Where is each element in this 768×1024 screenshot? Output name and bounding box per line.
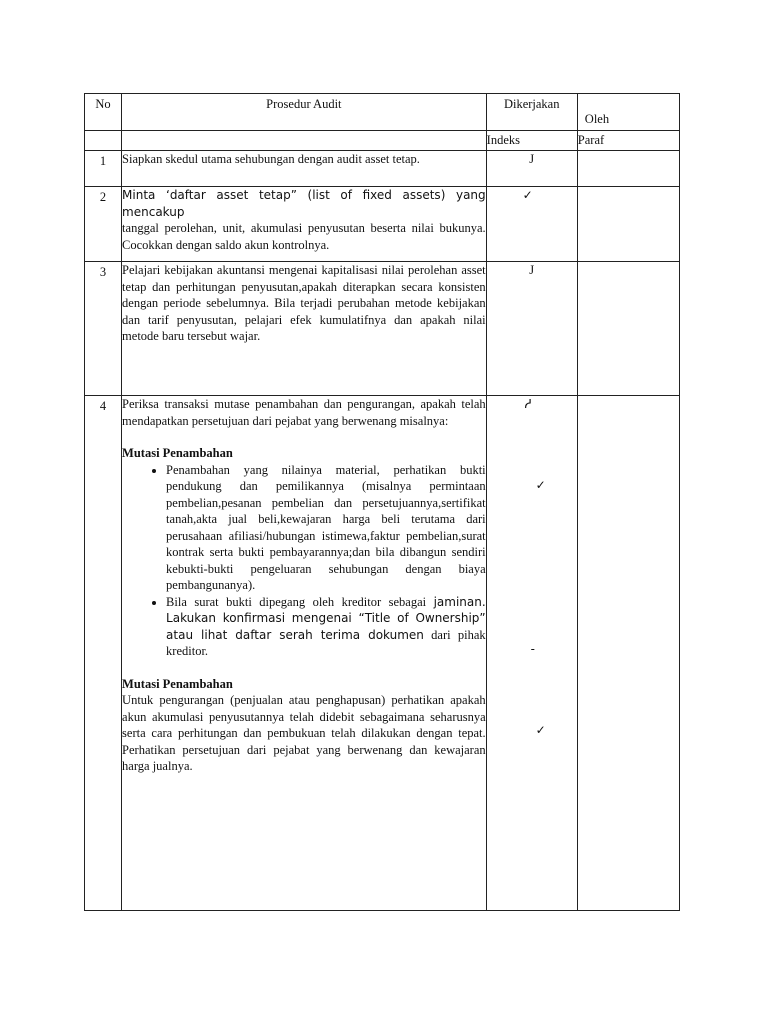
header-oleh: Oleh (577, 94, 679, 131)
header-indeks: Indeks (486, 131, 577, 151)
procedure-text: Siapkan skedul utama sehubungan dengan audit asset tetap. (122, 151, 487, 187)
table-row (85, 262, 680, 396)
row-number: 4 (85, 396, 122, 911)
row-number: 1 (85, 151, 122, 187)
row-number: 2 (85, 187, 122, 262)
header-procedure: Prosedur Audit (122, 94, 487, 131)
check-icon: ✓ (486, 187, 577, 262)
table-row (85, 187, 680, 262)
paraf-cell (577, 262, 679, 396)
subheader-row (85, 131, 680, 151)
dash-mark: - (530, 642, 535, 656)
index-mark: J (486, 262, 577, 396)
paraf-cell (577, 396, 679, 911)
bullet-list (122, 462, 486, 660)
table-row (85, 396, 680, 911)
index-cell (486, 396, 577, 911)
table-row (85, 151, 680, 187)
paraf-cell (577, 187, 679, 262)
procedure-intro: Periksa transaksi mutase penambahan dan pengurangan, apakah telah mendapatkan persetujuan dari pejabat yang berwenang misalnya: (122, 397, 486, 428)
section-text: Untuk pengurangan (penjualan atau penghapusan) perhatikan apakah akun akumulasi penyusutannya telah didebit sebagaimana seharusnya serta cara perhitungan dan pembukuan telah dilakukan dengan tepat. Perhatikan persetujuan dari pejabat yang berwenang dan kewajaran harga jualnya. (122, 693, 486, 773)
row-number: 3 (85, 262, 122, 396)
check-icon: ✓ (535, 478, 546, 492)
section-heading: Mutasi Penambahan (122, 676, 233, 691)
header-dikerjakan: Dikerjakan (486, 94, 577, 131)
list-item: • Penambahan yang nilainya material, perhatikan bukti pendukung dan pemilikannya (misalnya permintaan pembelian,pesanan pembelian dan persetujuannya,sertifikat tanah,akta jual beli,kewajaran harga beli terutama dari perusahaan afiliasi/hubungan istimewa,faktur pembelian,surat kontrak serta bukti pembayarannya;dan bila dibangun sendiri kebukti-bukti pengeluaran sehubungan dengan biaya pembangunanya). (166, 462, 486, 594)
procedure-text: Pelajari kebijakan akuntansi mengenai kapitalisasi nilai perolehan asset tetap dan perhitungan penyusutan,apakah diterapkan secara konsisten dengan periode sebelumnya. Bila terjadi perubahan metode kebijakan dan tarif penyusutan, pelajari efek kumulatifnya dan apakah nilai metode baru tersebut wajar. (122, 262, 487, 396)
header-row (85, 94, 680, 131)
index-mark: ᓱ (524, 397, 532, 411)
check-icon: ✓ (535, 723, 546, 737)
subheader-empty-no (85, 131, 122, 151)
procedure-text-rest: tanggal perolehan, unit, akumulasi penyusutan beserta nilai bukunya. Cocokkan dengan saldo akun kontrolnya. (122, 221, 486, 252)
list-item (166, 594, 486, 660)
header-no: No (85, 94, 122, 131)
procedure-text (122, 396, 487, 911)
procedure-text-line: Minta ‘daftar asset tetap” (list of fixed assets) yang mencakup (122, 188, 486, 219)
audit-procedure-table (84, 93, 680, 911)
list-item-text: dari pihak kreditor. (166, 627, 486, 658)
section-heading: Mutasi Penambahan (122, 446, 233, 460)
index-mark: J (486, 151, 577, 187)
list-item-text: Bila surat bukti dipegang oleh kreditor sebagai (166, 594, 427, 609)
paraf-cell (577, 151, 679, 187)
procedure-text (122, 187, 487, 262)
header-paraf: Paraf (577, 131, 679, 151)
subheader-empty-procedure (122, 131, 487, 151)
list-item-text: jaminan. Lakukan konfirmasi mengenai “Title of Ownership” atau lihat daftar serah terima dokumen (166, 594, 486, 642)
